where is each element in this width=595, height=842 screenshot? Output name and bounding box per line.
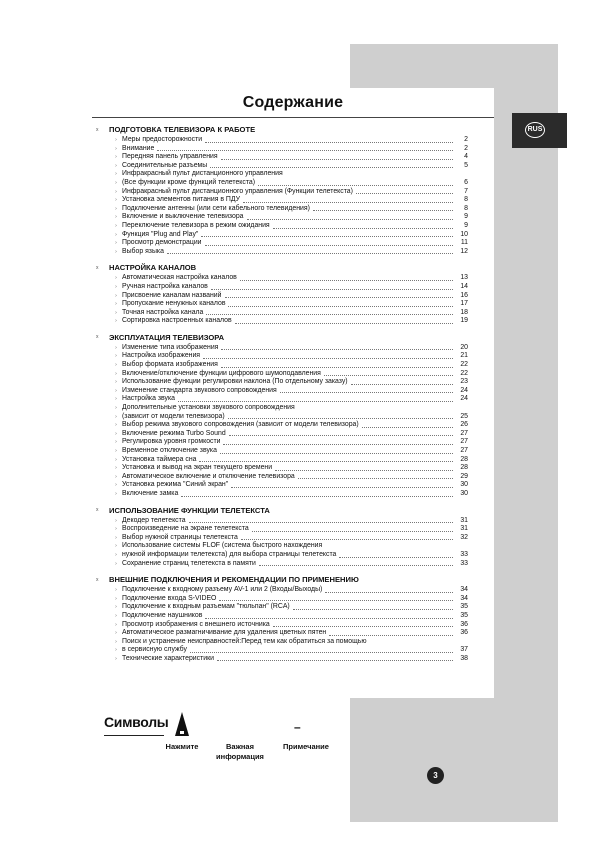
dot-leader [275,469,453,471]
toc-entry [96,205,468,214]
section-title: ПОДГОТОВКА ТЕЛЕВИЗОРА К РАБОТЕ [109,125,256,134]
toc-entry [96,292,468,301]
dot-leader [247,218,453,220]
toc-entry [96,136,468,145]
dot-leader [206,313,453,315]
dot-leader [178,400,453,402]
bullet-icon: › [115,430,117,437]
entry-text: Внимание [122,144,155,152]
entry-page-number: 2 [464,136,468,143]
dot-leader [243,201,453,203]
entry-page-number: 22 [460,369,468,377]
entry-page-number: 30 [460,481,468,489]
bullet-icon: › [115,448,117,454]
dot-leader [356,192,453,194]
bullet-icon: › [115,353,117,360]
bullet-icon: › [115,162,117,169]
entry-page-number: 34 [460,586,468,594]
toc-section [96,574,468,663]
section-marker: x [96,126,99,133]
entry-page-number: 30 [460,489,468,497]
dot-leader [280,391,453,393]
bullet-icon: › [115,595,117,602]
bullet-icon: › [115,222,117,229]
bullet-icon: › [115,205,117,212]
entry-page-number: 5 [464,161,468,169]
entry-page-number: 14 [460,282,468,290]
dot-leader [259,564,453,566]
important-label-line2: информация [216,752,264,761]
entry-text: Настройка звука [122,395,175,403]
dot-leader [225,296,453,298]
entry-page-number: 19 [460,317,468,325]
bullet-icon: › [115,231,117,238]
entry-text: Включение режима Turbo Sound [122,429,226,437]
dot-leader [324,374,453,376]
page-number: 3 [427,767,444,784]
dot-leader [362,426,453,428]
entry-text: Включение/отключение функции цифрового шумоподавления [122,369,321,377]
toc-entry [96,213,468,222]
dot-leader [273,227,453,229]
bullet-icon: › [115,647,117,654]
bullet-icon: › [115,137,117,143]
language-badge: RUS [525,122,545,138]
entry-text: Автоматическая настройка каналов [122,274,237,282]
entry-page-number: 20 [460,343,468,351]
dot-leader [235,322,453,324]
toc-entry [96,300,468,309]
section-heading [96,505,468,516]
entry-text: Выбор формата изображения [122,361,218,369]
section-marker: x [96,507,99,514]
dot-leader [240,279,453,281]
entry-page-number: 34 [460,594,468,602]
bullet-icon: › [115,396,117,403]
entry-text: Установка таймера сна [122,455,197,463]
bullet-icon: › [115,318,117,325]
toc-entry [96,612,468,621]
dot-leader [205,244,453,246]
entry-text: Подключение к входным разъемам "тюльпан" (RCA) [122,603,290,611]
toc-entry [96,196,468,205]
bullet-icon: › [115,465,117,472]
entry-text: Декодер телетекста [122,516,186,524]
entry-text: Выбор языка [122,247,164,255]
dot-leader [229,434,453,436]
dot-leader [228,305,453,307]
section-heading [96,262,468,273]
bullet-icon: › [115,621,117,628]
toc-entry [96,421,468,430]
bullet-icon: › [115,638,117,645]
entry-text: Включение замка [122,489,179,497]
entry-page-number: 28 [460,455,468,463]
entry-page-number: 27 [460,447,468,454]
bullet-icon: › [115,197,117,204]
toc-entry [96,438,468,447]
entry-text: Использование системы FLOF (система быстрого нахождения [122,542,323,550]
toc-entry [96,370,468,379]
entry-text: Подключение наушников [122,611,203,619]
dot-leader [351,383,453,385]
entry-text: Сохранение страниц телетекста в памяти [122,559,256,567]
toc-entry [96,629,468,638]
entry-text: Настройка изображения [122,352,201,360]
entry-page-number: 18 [460,308,468,316]
dot-leader [325,591,453,593]
entry-text: Регулировка уровня громкости [122,438,221,446]
bullet-icon: › [115,362,117,369]
dot-leader [298,477,453,479]
table-of-contents [96,124,468,669]
bullet-icon: › [115,405,117,412]
toc-entry [96,404,468,413]
entry-text: Инфракрасный пульт дистанционного управления [122,170,283,178]
section-title: ВНЕШНИЕ ПОДКЛЮЧЕНИЯ И РЕКОМЕНДАЦИИ ПО ПРИМЕНЕНИЮ [109,575,359,585]
section-heading [96,332,468,343]
entry-text: Подключение входа S-VIDEO [122,594,217,602]
entry-page-number: 6 [464,178,468,186]
entry-text: Автоматическое размагничивание для удаления цветных пятен [122,629,327,637]
entry-page-number: 28 [460,464,468,472]
toc-section [96,332,468,499]
bullet-icon: › [115,145,117,152]
bullet-icon: › [115,240,117,247]
toc-entry [96,638,468,647]
bullet-icon: › [115,534,117,541]
toc-entry [96,248,468,257]
entry-text: Воспроизведение на экране телетекста [122,525,249,533]
entry-text: Подключение антенны (или сети кабельного телевидения) [122,204,310,212]
symbols-underline [104,735,164,736]
bullet-icon: › [115,248,117,255]
section-marker: x [96,264,99,271]
entry-page-number: 7 [464,187,468,195]
bullet-icon: › [115,630,117,637]
entry-page-number: 29 [460,472,468,480]
note-label: Примечание [283,742,329,751]
title-underline [92,117,494,118]
dot-leader [241,538,453,540]
toc-entry [96,170,468,179]
entry-page-number: 32 [460,533,468,541]
bullet-icon: › [115,526,117,533]
bullet-icon: › [115,482,117,489]
entry-page-number: 33 [460,550,468,558]
dot-leader [221,348,453,350]
dot-leader [190,651,453,653]
entry-text: Передняя панель управления [122,153,218,161]
dot-leader [258,184,453,186]
bullet-icon: › [115,214,117,221]
entry-page-number: 16 [460,291,468,299]
entry-page-number: 9 [464,221,468,229]
entry-text: Изменение стандарта звукового сопровождения [122,386,277,394]
entry-text: Присвоение каналам названий [122,291,222,299]
toc-entry [96,222,468,231]
entry-text: Переключение телевизора в режим ожидания [122,221,270,229]
entry-page-number: 31 [460,525,468,533]
bullet-icon: › [115,612,117,619]
bullet-icon: › [115,188,117,195]
dot-leader [203,357,453,359]
bullet-icon: › [115,517,117,524]
toc-entry [96,560,468,569]
section-heading [96,574,468,585]
important-label-line1: Важная [226,742,254,751]
entry-page-number: 11 [460,239,468,247]
toc-entry [96,309,468,318]
entry-page-number: 26 [460,421,468,429]
entry-page-number: 2 [464,144,468,152]
bullet-icon: › [115,551,117,558]
entry-text: Временное отключение звука [122,447,217,454]
bullet-icon: › [115,171,117,178]
entry-text: Подключение к входному разъему AV-1 или 2 (Входы/Выходы) [122,586,323,594]
bullet-icon: › [115,587,117,594]
note-dash-icon: – [294,720,301,734]
dot-leader [210,166,453,168]
entry-page-number: 8 [464,204,468,212]
dot-leader [228,417,453,419]
bullet-icon: › [115,439,117,446]
toc-entry [96,145,468,154]
entry-text: Установка элементов питания в ПДУ [122,196,241,204]
toc-entry [96,481,468,490]
entry-page-number: 8 [464,196,468,204]
bullet-icon: › [115,604,117,611]
entry-text: Меры предосторожности [122,136,203,143]
entry-page-number: 35 [460,603,468,611]
dot-leader [293,608,453,610]
bullet-icon: › [115,473,117,480]
toc-entry [96,153,468,162]
entry-page-number: 21 [460,352,468,360]
symbols-title: Символы [104,714,169,730]
bullet-icon: › [115,344,117,351]
entry-page-number: 13 [460,274,468,282]
entry-page-number: 25 [460,412,468,420]
toc-entry [96,231,468,240]
toc-entry [96,179,468,188]
entry-text: Ручная настройка каналов [122,282,208,290]
toc-entry [96,586,468,595]
toc-entry [96,352,468,361]
dot-leader [223,443,453,445]
dot-leader [220,452,453,454]
entry-text: нужной информации телетекста) для выбора страницы телетекста [122,550,337,558]
dot-leader [211,288,453,290]
toc-entry [96,413,468,422]
dot-leader [189,521,453,523]
bullet-icon: › [115,309,117,316]
section-heading [96,124,468,135]
toc-entry [96,525,468,534]
toc-entry [96,621,468,630]
bullet-icon: › [115,543,117,550]
entry-page-number: 23 [460,378,468,386]
toc-entry [96,551,468,560]
bullet-icon: › [115,413,117,420]
dot-leader [181,495,453,497]
dot-leader [167,252,453,254]
entry-text: (Все функции кроме функций телетекста) [122,178,256,186]
entry-page-number: 38 [460,654,468,662]
entry-text: Пропускание ненужных каналов [122,300,226,308]
dot-leader [205,141,453,143]
entry-page-number: 33 [460,559,468,567]
dot-leader [252,530,453,532]
dot-leader [313,209,453,211]
entry-text: (зависит от модели телевизора) [122,412,225,420]
dot-leader [273,625,453,627]
entry-page-number: 31 [460,516,468,524]
entry-text: в сервисную службу [122,646,187,654]
entry-text: Сортировка настроенных каналов [122,317,232,325]
section-title: ИСПОЛЬЗОВАНИЕ ФУНКЦИИ ТЕЛЕТЕКСТА [109,505,270,515]
entry-page-number: 36 [460,629,468,637]
entry-text: Точная настройка канала [122,308,204,316]
entry-page-number: 24 [460,395,468,403]
toc-section [96,505,468,569]
toc-entry [96,603,468,612]
entry-text: Установка и вывод на экран текущего времени [122,464,273,472]
toc-entry [96,188,468,197]
dot-leader [219,599,453,601]
dot-leader [199,460,453,462]
entry-text: Выбор нужной страницы телетекста [122,533,238,541]
entry-page-number: 17 [460,300,468,308]
entry-page-number: 24 [460,386,468,394]
entry-page-number: 27 [460,429,468,437]
dot-leader [339,556,453,558]
entry-text: Просмотр демонстрации [122,239,202,247]
entry-page-number: 10 [460,230,468,238]
entry-text: Соединительные разъемы [122,161,208,169]
bullet-icon: › [115,292,117,299]
toc-entry [96,542,468,551]
entry-text: Автоматическое включение и отключение телевизора [122,472,295,480]
section-marker: x [96,576,99,583]
dot-leader [329,634,453,636]
toc-entry [96,239,468,248]
toc-entry [96,490,468,499]
dot-leader [157,149,453,151]
toc-section [96,124,468,256]
toc-entry [96,361,468,370]
bullet-icon: › [115,370,117,377]
entry-text: Изменение типа изображения [122,343,219,351]
bullet-icon: › [115,179,117,186]
bullet-icon: › [115,379,117,386]
bullet-icon: › [115,301,117,308]
toc-entry [96,646,468,655]
entry-page-number: 36 [460,620,468,628]
bullet-icon: › [115,490,117,497]
entry-text: Поиск и устранение неисправностей:Перед тем как обратиться за помощью [122,637,367,645]
entry-page-number: 22 [460,361,468,369]
toc-entry [96,517,468,526]
toc-entry [96,447,468,456]
entry-text: Просмотр изображения с внешнего источника [122,620,270,628]
entry-page-number: 27 [460,438,468,446]
press-triangle-notch [180,731,184,734]
footer-gray-band [350,698,558,822]
entry-page-number: 12 [460,247,468,255]
dot-leader [231,486,453,488]
bullet-icon: › [115,283,117,290]
toc-entry [96,274,468,283]
bullet-icon: › [115,154,117,161]
entry-text: Дополнительные установки звукового сопровождения [122,404,295,412]
dot-leader [221,158,453,160]
bullet-icon: › [115,275,117,282]
dot-leader [217,659,453,661]
toc-entry [96,378,468,387]
toc-entry [96,317,468,326]
entry-page-number: 4 [464,153,468,161]
entry-text: Использование функции регулировки наклона (По отдельному заказу) [122,378,348,386]
toc-entry [96,430,468,439]
toc-entry [96,456,468,465]
toc-entry [96,655,468,664]
toc-entry [96,395,468,404]
bullet-icon: › [115,456,117,463]
bullet-icon: › [115,422,117,429]
entry-text: Выбор режима звукового сопровождения (зависит от модели телевизора) [122,421,359,429]
toc-entry [96,464,468,473]
entry-text: Инфракрасный пульт дистанционного управления (Функции телетекста) [122,187,353,195]
bullet-icon: › [115,387,117,394]
section-title: НАСТРОЙКА КАНАЛОВ [109,263,197,273]
page-title: Содержание [242,94,344,111]
section-title: ЭКСПЛУАТАЦИЯ ТЕЛЕВИЗОРА [109,332,225,342]
entry-page-number: 37 [460,646,468,654]
entry-text: Включение и выключение телевизора [122,213,244,221]
toc-section [96,262,468,326]
entry-page-number: 35 [460,611,468,619]
entry-text: Функция "Plug and Play" [122,230,199,238]
entry-text: Технические характеристики [122,654,214,662]
entry-text: Установка режима "Синий экран" [122,481,229,489]
dot-leader [205,617,453,619]
press-label: Нажмите [165,742,199,751]
entry-page-number: 9 [464,213,468,221]
dot-leader [221,366,453,368]
section-marker: x [96,334,99,341]
toc-entry [96,595,468,604]
bullet-icon: › [115,655,117,662]
dot-leader [201,235,453,237]
bullet-icon: › [115,560,117,567]
toc-entry [96,283,468,292]
